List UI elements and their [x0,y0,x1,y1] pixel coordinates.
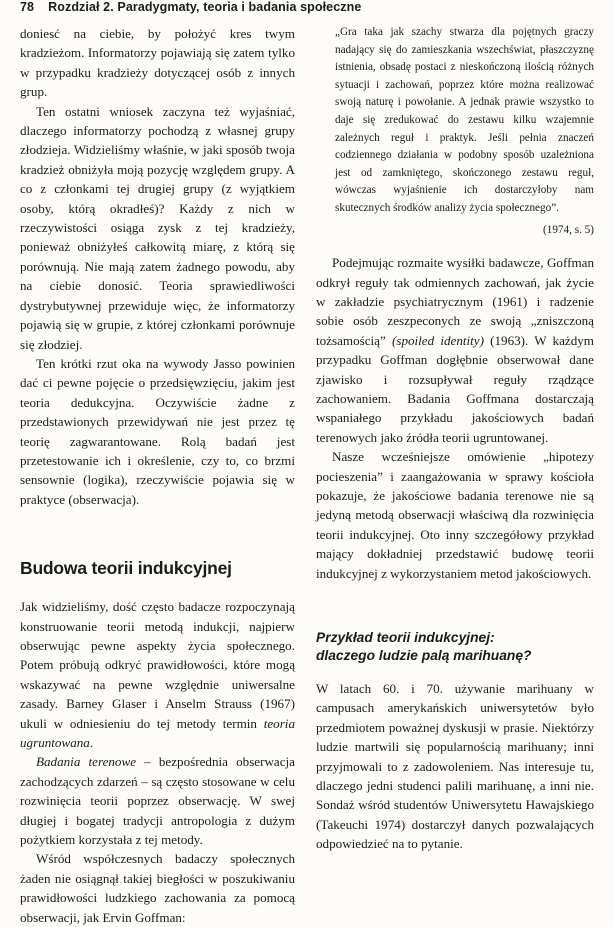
left-column [20,24,295,927]
paragraph [316,253,594,447]
running-title: Rozdział 2. Paradygmaty, teoria i badania społeczne [48,0,362,14]
section-heading: Budowa teorii indukcyjnej [20,558,232,579]
paragraph: Wśród współczesnych badaczy społecznych żaden nie osiągnął takiej biegłości w poszukiwaniu prawidłowości ludzkiego zachowania za pomocą obserwacji, jak Ervin Goffman: [20,851,295,925]
paragraph-text: – bezpośrednia obserwacja zachodzących zdarzeń – są często stosowane w celu rozwinięcia teorii poprzez obserwację. W swej długiej i bogatej tradycji antropologia z dużym pożytkiem korzystała z tej metody. [20,754,295,848]
running-header [20,0,600,16]
example-heading-line: Przykład teorii indukcyjnej: [316,630,495,646]
quote-citation: (1974, s. 5) [543,223,594,236]
quote-text: „Gra taka jak szachy stwarza dla pojętnych graczy nadający się do zamieszkania wszechświat, płaszczyznę istnienia, obsadę postaci z nieskończoną ilością różnych sytuacji i zachowań, poprzez które można realizować swoją naturę i powołanie. A jednak prawie wszystko to daje się zredukować do zestawu kilku wzajemnie zależnych reguł i praktyk. Jeśli pełnia znaczeń codziennego działania w podobny sposób uzależniona jest od zamkniętego, skończonego zestawu reguł, wówczas wyjaśnienie ich dostarczyłoby nam skutecznych środków analizy życia społecznego”. [335,26,594,214]
paragraph: doniesć na ciebie, by położyć kres twym kradzieżom. Informatorzy pojawiają się zatem tylko w przypadku kradzieży dotyczącej osób z innych grup. [20,26,295,100]
paragraph: Ten ostatni wniosek zaczyna też wyjaśniać, dlaczego informatorzy pochodzą z własnej grupy złodzieja. Widzieliśmy właśnie, w jaki sposób twoja kradzież obniżyła moją pozycję względem grupy. A co z członkami tej drugiej grupy (z wyjątkiem osoby, którą okradłeś)? Każdy z nich w rzeczywistości osiąga zysk z tej kradzieży, ponieważ obniżyłeś całkowitą miarę, z którą się porównują. Nie mają zatem żadnego powodu, aby na ciebie donosić. Teoria sprawiedliwości dystrybutywnej przewiduje więc, że informatorzy pojawią się w grupie, z której członkami porównuje się złodziej. [20,103,295,352]
block-quote [335,24,594,239]
example-heading [316,629,594,665]
right-column [316,24,594,854]
paragraph [20,752,295,849]
paragraph: W latach 60. i 70. używanie marihuany w campusach amerykańskich uniwersytetów było przedmiotem poważnej dyskusji w prasie. Niektórzy ludzie martwili się popularnością marihuany; inni przyjmowali to z zadowoleniem. Nas interesuje tu, dlaczego jedni studenci palili marihuanę, a inni nie. Sondaż wśród studentów Uniwersytetu Hawajskiego (Takeuchi 1974) dostarczył danych pozwalających odpowiedzieć na to pytanie. [316,681,594,852]
term-field-research: Badania terenowe [36,754,137,770]
example-heading-line: dlaczego ludzie palą marihuanę? [316,648,532,664]
page-number: 78 [20,0,35,14]
term-spoiled-identity: (spoiled identity) [391,332,484,348]
paragraph: Nasze wcześniejsze omówienie „hipotezy pocieszenia” i zaangażowania w sprawy kościoła pokazuje, że jakościowe badania terenowe nie są jedyną metodą obserwacji właściwą dla rozwinięcia teorii indukcyjnej. Oto inny szczegółowy przykład mający dokładniej przedstawić budowę teorii indukcyjnej z wykorzystaniem metod jakościowych. [316,449,594,581]
paragraph-text: (1963). W każdym przypadku Goffman dogłębnie obserwował dane zjawisko i rozsupływał reguły rządzące zachowaniem. Badania Goffmana dostarczają wspaniałego przykładu jakościowych badań terenowych jako źródła teorii ugruntowanej. [316,332,594,445]
paragraph-text: Podejmując rozmaite wysiłki badawcze, Goffman odkrył reguły tak odmiennych zachowań, jak życie w zakładzie psychiatrycznym (1961) i radzenie sobie osób zeszpeconych ze swoją „zniszczoną tożsamością” [316,255,594,348]
term-grounded-theory: teoria ugruntowana [20,715,295,750]
paragraph: Jak widzieliśmy, dość często badacze rozpoczynają konstruowanie teorii metodą indukcji, najpierw obserwując pewne aspekty życia społecznego. Potem próbują odkryć prawidłowości, które mogą wskazywać na pewne względnie uniwersalne zasady. Barney Glaser i Anselm Strauss (1967) ukuli w odniesieniu do tej metody termin teoria ugruntowana. [20,599,295,750]
paragraph: Ten krótki rzut oka na wywody Jasso powinien dać ci pewne pojęcie o przedsięwzięciu, jakim jest teoria dedukcyjna. Oczywiście żadne z przedstawionych przewidywań nie jest przez tę teorię zagwarantowane. Rolą badań jest przetestowanie ich i określenie, czy to, co brzmi sensownie (logika), rzeczywiście pojawia się w praktyce (obserwacja). [20,355,295,507]
paragraph-text: Jak widzieliśmy, dość często badacze rozpoczynają konstruowanie teorii metodą indukcji, najpierw obserwując pewne aspekty życia społecznego. Potem próbują odkryć prawidłowości, które mogą wskazywać na pewne względnie uniwersalne zasady. Barney Glaser i Anselm Strauss (1967) ukuli w odniesieniu do tej metody termin [20,599,295,731]
